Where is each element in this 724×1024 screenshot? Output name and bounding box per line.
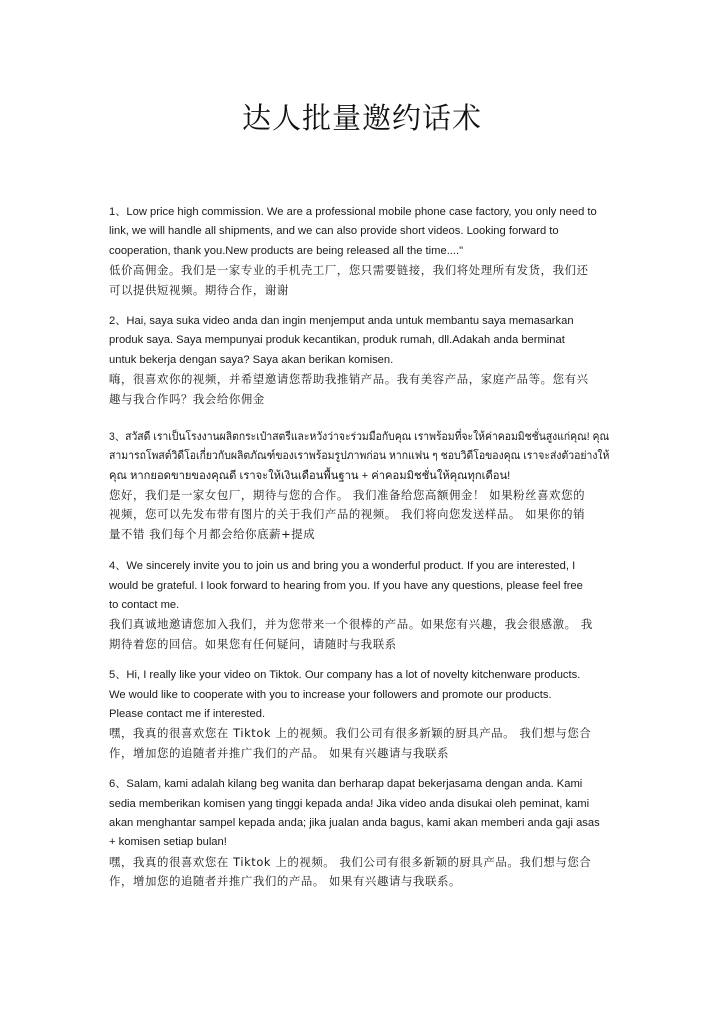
paragraph-1 bbox=[109, 203, 609, 300]
paragraph-line: untuk bekerja dengan saya? Saya akan berikan komisen. bbox=[109, 353, 394, 366]
paragraph-line: Please contact me if interested. bbox=[109, 707, 266, 720]
paragraph-5 bbox=[109, 666, 609, 763]
paragraph-line: 嘿，我真的很喜欢您在 Tiktok 上的视频。我们公司有很多新颖的厨具产品。 我们想与您合 bbox=[109, 726, 592, 741]
paragraph-line: 作，增加您的追随者并推广我们的产品。 如果有兴趣请与我联系。 bbox=[109, 874, 461, 889]
paragraph-line: + komisen setiap bulan! bbox=[109, 836, 227, 849]
paragraph-line: cooperation, thank you.New products are being released all the time...." bbox=[109, 244, 464, 257]
paragraph-line: 2、Hai, saya suka video anda dan ingin menjemput anda untuk membantu saya memasarkan bbox=[109, 314, 574, 327]
paragraph-line: 6、Salam, kami adalah kilang beg wanita dan berharap dapat bekerjasama dengan anda. Kami bbox=[109, 778, 583, 791]
paragraph-line: sedia memberikan komisen yang tinggi kepada anda! Jika video anda disukai oleh peminat, kami bbox=[109, 797, 590, 810]
paragraph-line: 视频，您可以先发布带有图片的关于我们产品的视频。 我们将向您发送样品。 如果你的销 bbox=[109, 507, 586, 522]
paragraph-line: 趣与我合作吗？我会给你佣金 bbox=[109, 391, 265, 406]
document-title: 达人批量邀约话术 bbox=[241, 101, 482, 135]
paragraph-line: 量不错 我们每个月都会给你底薪+提成 bbox=[109, 526, 316, 541]
paragraph-line: 嘿，我真的很喜欢您在 Tiktok 上的视频。 我们公司有很多新颖的厨具产品。我们想与您合 bbox=[109, 854, 592, 869]
paragraph-line: สามารถโพสต์วิดีโอเกี่ยวกับผลิตภัณฑ์ของเราพร้อมรูปภาพก่อน หากแฟน ๆ ชอบวิดีโอของคุณ เราจะส่งตัวอย่างให้ bbox=[109, 450, 610, 463]
paragraph-line: We would like to cooperate with you to increase your followers and promote our products. bbox=[109, 688, 552, 701]
document-body bbox=[109, 203, 609, 892]
paragraph-line: 嗨，很喜欢你的视频，并希望邀请您帮助我推销产品。我有美容产品，家庭产品等。您有兴 bbox=[109, 372, 589, 387]
paragraph-6 bbox=[109, 775, 609, 891]
paragraph-line: 低价高佣金。我们是一家专业的手机壳工厂，您只需要链接，我们将处理所有发货，我们还 bbox=[109, 263, 589, 278]
paragraph-line: 期待着您的回信。如果您有任何疑问，请随时与我联系 bbox=[109, 636, 397, 651]
paragraph-line: would be grateful. I look forward to hearing from you. If you have any questions, please feel free bbox=[109, 579, 583, 592]
paragraph-line: 可以提供短视频。期待合作，谢谢 bbox=[109, 282, 289, 297]
paragraph-line: 您好，我们是一家女包厂，期待与您的合作。 我们准备给您高额佣金！ 如果粉丝喜欢您的 bbox=[109, 488, 586, 503]
paragraph-line: to contact me. bbox=[109, 599, 180, 612]
paragraph-4 bbox=[109, 557, 609, 654]
paragraph-line: 我们真诚地邀请您加入我们，并为您带来一个很棒的产品。如果您有兴趣，我会很感激。 我 bbox=[109, 617, 593, 632]
paragraph-line: 4、We sincerely invite you to join us and bring you a wonderful product. If you are interested, I bbox=[109, 560, 576, 573]
paragraph-2 bbox=[109, 312, 609, 409]
paragraph-line: 作，增加您的追随者并推广我们的产品。 如果有兴趣请与我联系 bbox=[109, 745, 449, 760]
paragraph-line: 5、Hi, I really like your video on Tiktok. Our company has a lot of novelty kitchenware products. bbox=[109, 669, 581, 682]
paragraph-3 bbox=[109, 428, 609, 544]
paragraph-line: คุณ หากยอดขายของคุณดี เราจะให้เงินเดือนพื้นฐาน + ค่าคอมมิชชั่นให้คุณทุกเดือน! bbox=[109, 469, 511, 482]
paragraph-line: akan menghantar sampel kepada anda; jika jualan anda bagus, kami akan memberi anda gaji asas bbox=[109, 816, 600, 829]
paragraph-line: link, we will handle all shipments, and we can also provide short videos. Looking forward to bbox=[109, 225, 559, 238]
paragraph-line: 1、Low price high commission. We are a professional mobile phone case factory, you only need to bbox=[109, 206, 597, 218]
paragraph-line: 3、สวัสดี เราเป็นโรงงานผลิตกระเป๋าสตรีและหวังว่าจะร่วมมือกับคุณ เราพร้อมที่จะให้ค่าคอมมิชชั่นสูงแก่คุณ! คุณ bbox=[109, 430, 610, 443]
paragraph-line: produk saya. Saya mempunyai produk kecantikan, produk rumah, dll.Adakah anda berminat bbox=[109, 334, 565, 347]
